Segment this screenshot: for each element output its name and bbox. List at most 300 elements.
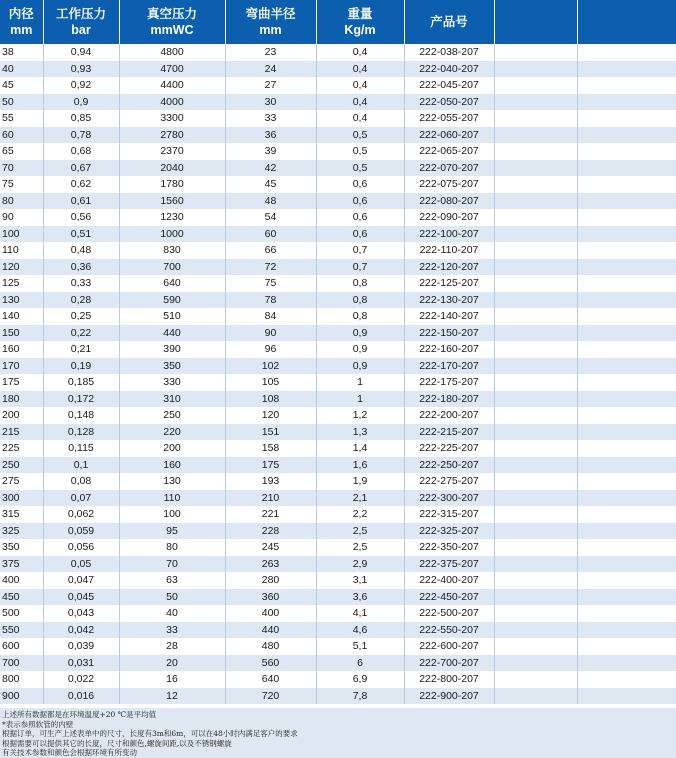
cell-weight: 0,9 — [316, 325, 404, 342]
cell-working-pressure: 0,62 — [43, 176, 119, 193]
cell-inner-diameter: 700 — [0, 655, 43, 672]
cell-bend-radius: 151 — [225, 424, 316, 441]
cell-bend-radius: 30 — [225, 94, 316, 111]
empty-cell — [494, 242, 577, 259]
table-row — [0, 473, 676, 490]
cell-working-pressure: 0,1 — [43, 457, 119, 474]
cell-bend-radius: 27 — [225, 77, 316, 94]
empty-cell — [577, 688, 676, 705]
table-row — [0, 110, 676, 127]
cell-vacuum-pressure: 2780 — [119, 127, 225, 144]
cell-bend-radius: 102 — [225, 358, 316, 375]
cell-working-pressure: 0,61 — [43, 193, 119, 210]
cell-weight: 0,4 — [316, 77, 404, 94]
cell-product-number: 222-070-207 — [404, 160, 494, 177]
empty-cell — [577, 44, 676, 61]
cell-inner-diameter: 100 — [0, 226, 43, 243]
cell-weight: 3,1 — [316, 572, 404, 589]
cell-bend-radius: 96 — [225, 341, 316, 358]
cell-bend-radius: 39 — [225, 143, 316, 160]
cell-vacuum-pressure: 590 — [119, 292, 225, 309]
cell-bend-radius: 23 — [225, 44, 316, 61]
cell-bend-radius: 193 — [225, 473, 316, 490]
cell-product-number: 222-065-207 — [404, 143, 494, 160]
table-row — [0, 407, 676, 424]
cell-inner-diameter: 110 — [0, 242, 43, 259]
empty-cell — [577, 457, 676, 474]
empty-cell — [494, 655, 577, 672]
cell-inner-diameter: 180 — [0, 391, 43, 408]
cell-bend-radius: 280 — [225, 572, 316, 589]
empty-cell — [494, 407, 577, 424]
cell-working-pressure: 0,67 — [43, 160, 119, 177]
cell-inner-diameter: 50 — [0, 94, 43, 111]
cell-vacuum-pressure: 2040 — [119, 160, 225, 177]
cell-bend-radius: 66 — [225, 242, 316, 259]
cell-vacuum-pressure: 95 — [119, 523, 225, 540]
cell-inner-diameter: 170 — [0, 358, 43, 375]
cell-inner-diameter: 45 — [0, 77, 43, 94]
cell-product-number: 222-375-207 — [404, 556, 494, 573]
table-row — [0, 160, 676, 177]
cell-bend-radius: 60 — [225, 226, 316, 243]
cell-vacuum-pressure: 510 — [119, 308, 225, 325]
cell-weight: 0,7 — [316, 242, 404, 259]
cell-working-pressure: 0,51 — [43, 226, 119, 243]
cell-product-number: 222-450-207 — [404, 589, 494, 606]
cell-bend-radius: 90 — [225, 325, 316, 342]
cell-vacuum-pressure: 2370 — [119, 143, 225, 160]
cell-vacuum-pressure: 63 — [119, 572, 225, 589]
table-row — [0, 523, 676, 540]
empty-cell — [577, 589, 676, 606]
cell-inner-diameter: 125 — [0, 275, 43, 292]
cell-product-number: 222-300-207 — [404, 490, 494, 507]
cell-weight: 6,9 — [316, 671, 404, 688]
footnote-line: 上述所有数据都是在环境温度+20 ℃是平均值 — [2, 710, 157, 719]
empty-cell — [577, 407, 676, 424]
cell-product-number: 222-170-207 — [404, 358, 494, 375]
empty-cell — [577, 176, 676, 193]
empty-cell — [577, 127, 676, 144]
cell-vacuum-pressure: 110 — [119, 490, 225, 507]
empty-cell — [494, 358, 577, 375]
empty-cell — [577, 374, 676, 391]
table-row — [0, 94, 676, 111]
empty-cell — [494, 374, 577, 391]
empty-cell — [494, 275, 577, 292]
cell-vacuum-pressure: 640 — [119, 275, 225, 292]
cell-working-pressure: 0,031 — [43, 655, 119, 672]
empty-cell — [494, 589, 577, 606]
empty-cell — [577, 110, 676, 127]
empty-cell — [577, 424, 676, 441]
table-row — [0, 589, 676, 606]
header-inner-diameter: 内径 mm — [0, 0, 43, 44]
cell-inner-diameter: 150 — [0, 325, 43, 342]
cell-working-pressure: 0,059 — [43, 523, 119, 540]
cell-working-pressure: 0,05 — [43, 556, 119, 573]
cell-product-number: 222-700-207 — [404, 655, 494, 672]
footnotes — [0, 708, 676, 758]
cell-bend-radius: 560 — [225, 655, 316, 672]
cell-working-pressure: 0,148 — [43, 407, 119, 424]
cell-weight: 7,8 — [316, 688, 404, 705]
cell-vacuum-pressure: 330 — [119, 374, 225, 391]
table-row — [0, 292, 676, 309]
cell-weight: 5,1 — [316, 638, 404, 655]
cell-bend-radius: 158 — [225, 440, 316, 457]
cell-product-number: 222-125-207 — [404, 275, 494, 292]
cell-bend-radius: 48 — [225, 193, 316, 210]
cell-vacuum-pressure: 4400 — [119, 77, 225, 94]
cell-working-pressure: 0,9 — [43, 94, 119, 111]
empty-cell — [494, 572, 577, 589]
cell-product-number: 222-325-207 — [404, 523, 494, 540]
empty-cell — [494, 457, 577, 474]
cell-inner-diameter: 80 — [0, 193, 43, 210]
cell-weight: 0,4 — [316, 61, 404, 78]
cell-product-number: 222-120-207 — [404, 259, 494, 276]
table-row — [0, 275, 676, 292]
header-working-pressure: 工作压力 bar — [43, 0, 119, 44]
cell-vacuum-pressure: 50 — [119, 589, 225, 606]
cell-working-pressure: 0,047 — [43, 572, 119, 589]
empty-cell — [577, 490, 676, 507]
empty-cell — [494, 176, 577, 193]
empty-cell — [577, 259, 676, 276]
cell-bend-radius: 720 — [225, 688, 316, 705]
cell-inner-diameter: 200 — [0, 407, 43, 424]
empty-cell — [577, 671, 676, 688]
cell-weight: 0,4 — [316, 44, 404, 61]
cell-bend-radius: 78 — [225, 292, 316, 309]
empty-cell — [577, 94, 676, 111]
table-row — [0, 127, 676, 144]
empty-cell — [494, 440, 577, 457]
cell-vacuum-pressure: 700 — [119, 259, 225, 276]
cell-product-number: 222-900-207 — [404, 688, 494, 705]
cell-product-number: 222-350-207 — [404, 539, 494, 556]
empty-cell — [577, 605, 676, 622]
cell-product-number: 222-038-207 — [404, 44, 494, 61]
cell-vacuum-pressure: 1560 — [119, 193, 225, 210]
cell-inner-diameter: 275 — [0, 473, 43, 490]
table-row — [0, 61, 676, 78]
cell-bend-radius: 36 — [225, 127, 316, 144]
footnote-line: *表示参照软管的内壁 — [2, 719, 74, 729]
empty-cell — [577, 193, 676, 210]
cell-product-number: 222-075-207 — [404, 176, 494, 193]
cell-vacuum-pressure: 28 — [119, 638, 225, 655]
empty-cell — [494, 638, 577, 655]
cell-working-pressure: 0,36 — [43, 259, 119, 276]
table-row — [0, 341, 676, 358]
empty-cell — [577, 325, 676, 342]
empty-cell — [494, 226, 577, 243]
cell-weight: 1 — [316, 391, 404, 408]
cell-vacuum-pressure: 350 — [119, 358, 225, 375]
cell-vacuum-pressure: 33 — [119, 622, 225, 639]
cell-weight: 0,9 — [316, 341, 404, 358]
empty-cell — [577, 506, 676, 523]
table-row — [0, 424, 676, 441]
empty-cell — [577, 539, 676, 556]
cell-weight: 0,8 — [316, 292, 404, 309]
empty-cell — [494, 160, 577, 177]
cell-product-number: 222-040-207 — [404, 61, 494, 78]
cell-working-pressure: 0,045 — [43, 589, 119, 606]
cell-working-pressure: 0,062 — [43, 506, 119, 523]
empty-cell — [577, 292, 676, 309]
cell-vacuum-pressure: 4700 — [119, 61, 225, 78]
cell-product-number: 222-180-207 — [404, 391, 494, 408]
empty-cell — [577, 242, 676, 259]
cell-weight: 1,2 — [316, 407, 404, 424]
cell-working-pressure: 0,115 — [43, 440, 119, 457]
cell-vacuum-pressure: 40 — [119, 605, 225, 622]
table-row — [0, 325, 676, 342]
cell-product-number: 222-100-207 — [404, 226, 494, 243]
cell-inner-diameter: 325 — [0, 523, 43, 540]
cell-vacuum-pressure: 100 — [119, 506, 225, 523]
cell-bend-radius: 440 — [225, 622, 316, 639]
header-weight: 重量 Kg/m — [316, 0, 404, 44]
table-row — [0, 506, 676, 523]
cell-product-number: 222-090-207 — [404, 209, 494, 226]
cell-working-pressure: 0,185 — [43, 374, 119, 391]
cell-inner-diameter: 550 — [0, 622, 43, 639]
table-row — [0, 556, 676, 573]
cell-product-number: 222-250-207 — [404, 457, 494, 474]
cell-product-number: 222-215-207 — [404, 424, 494, 441]
cell-product-number: 222-140-207 — [404, 308, 494, 325]
cell-bend-radius: 42 — [225, 160, 316, 177]
cell-vacuum-pressure: 250 — [119, 407, 225, 424]
cell-vacuum-pressure: 310 — [119, 391, 225, 408]
cell-bend-radius: 263 — [225, 556, 316, 573]
cell-weight: 1,6 — [316, 457, 404, 474]
cell-vacuum-pressure: 3300 — [119, 110, 225, 127]
empty-cell — [577, 308, 676, 325]
table-row — [0, 490, 676, 507]
cell-bend-radius: 105 — [225, 374, 316, 391]
cell-bend-radius: 108 — [225, 391, 316, 408]
cell-working-pressure: 0,128 — [43, 424, 119, 441]
cell-product-number: 222-500-207 — [404, 605, 494, 622]
empty-cell — [494, 292, 577, 309]
cell-product-number: 222-050-207 — [404, 94, 494, 111]
table-row — [0, 242, 676, 259]
empty-cell — [494, 77, 577, 94]
cell-working-pressure: 0,043 — [43, 605, 119, 622]
table-row — [0, 44, 676, 61]
header-empty-1 — [494, 0, 577, 44]
table-row — [0, 77, 676, 94]
empty-cell — [494, 341, 577, 358]
empty-cell — [577, 523, 676, 540]
cell-inner-diameter: 140 — [0, 308, 43, 325]
cell-working-pressure: 0,07 — [43, 490, 119, 507]
cell-working-pressure: 0,08 — [43, 473, 119, 490]
cell-vacuum-pressure: 70 — [119, 556, 225, 573]
empty-cell — [494, 539, 577, 556]
cell-inner-diameter: 400 — [0, 572, 43, 589]
cell-product-number: 222-160-207 — [404, 341, 494, 358]
cell-weight: 2,1 — [316, 490, 404, 507]
cell-weight: 2,5 — [316, 523, 404, 540]
table-row — [0, 358, 676, 375]
header-product-number: 产品号 — [404, 0, 494, 44]
cell-weight: 1 — [316, 374, 404, 391]
cell-weight: 0,6 — [316, 193, 404, 210]
cell-bend-radius: 33 — [225, 110, 316, 127]
empty-cell — [577, 638, 676, 655]
cell-weight: 4,6 — [316, 622, 404, 639]
cell-bend-radius: 54 — [225, 209, 316, 226]
cell-inner-diameter: 38 — [0, 44, 43, 61]
empty-cell — [577, 391, 676, 408]
cell-working-pressure: 0,016 — [43, 688, 119, 705]
cell-working-pressure: 0,85 — [43, 110, 119, 127]
table-row — [0, 688, 676, 705]
table-row — [0, 226, 676, 243]
cell-bend-radius: 360 — [225, 589, 316, 606]
cell-inner-diameter: 300 — [0, 490, 43, 507]
table-row — [0, 457, 676, 474]
empty-cell — [494, 61, 577, 78]
empty-cell — [494, 605, 577, 622]
cell-working-pressure: 0,48 — [43, 242, 119, 259]
empty-cell — [494, 127, 577, 144]
cell-bend-radius: 175 — [225, 457, 316, 474]
empty-cell — [494, 688, 577, 705]
table-row — [0, 308, 676, 325]
cell-working-pressure: 0,28 — [43, 292, 119, 309]
cell-bend-radius: 210 — [225, 490, 316, 507]
cell-weight: 0,7 — [316, 259, 404, 276]
table-row — [0, 638, 676, 655]
empty-cell — [494, 259, 577, 276]
cell-inner-diameter: 800 — [0, 671, 43, 688]
empty-cell — [494, 622, 577, 639]
cell-vacuum-pressure: 440 — [119, 325, 225, 342]
cell-working-pressure: 0,94 — [43, 44, 119, 61]
cell-weight: 0,5 — [316, 143, 404, 160]
cell-inner-diameter: 60 — [0, 127, 43, 144]
cell-weight: 0,4 — [316, 110, 404, 127]
empty-cell — [577, 209, 676, 226]
cell-product-number: 222-400-207 — [404, 572, 494, 589]
empty-cell — [494, 209, 577, 226]
cell-product-number: 222-550-207 — [404, 622, 494, 639]
table-row — [0, 259, 676, 276]
empty-cell — [494, 94, 577, 111]
cell-inner-diameter: 160 — [0, 341, 43, 358]
cell-vacuum-pressure: 130 — [119, 473, 225, 490]
cell-inner-diameter: 900 — [0, 688, 43, 705]
cell-bend-radius: 400 — [225, 605, 316, 622]
cell-bend-radius: 75 — [225, 275, 316, 292]
cell-working-pressure: 0,93 — [43, 61, 119, 78]
cell-weight: 0,9 — [316, 358, 404, 375]
cell-vacuum-pressure: 4800 — [119, 44, 225, 61]
cell-inner-diameter: 600 — [0, 638, 43, 655]
table-body — [0, 44, 676, 704]
cell-working-pressure: 0,25 — [43, 308, 119, 325]
cell-working-pressure: 0,22 — [43, 325, 119, 342]
cell-working-pressure: 0,92 — [43, 77, 119, 94]
table-row — [0, 605, 676, 622]
cell-bend-radius: 640 — [225, 671, 316, 688]
empty-cell — [494, 473, 577, 490]
cell-vacuum-pressure: 1780 — [119, 176, 225, 193]
cell-inner-diameter: 70 — [0, 160, 43, 177]
cell-weight: 0,8 — [316, 275, 404, 292]
cell-product-number: 222-200-207 — [404, 407, 494, 424]
cell-bend-radius: 24 — [225, 61, 316, 78]
empty-cell — [494, 110, 577, 127]
header-empty-2 — [577, 0, 676, 44]
cell-product-number: 222-110-207 — [404, 242, 494, 259]
cell-product-number: 222-600-207 — [404, 638, 494, 655]
cell-inner-diameter: 65 — [0, 143, 43, 160]
cell-weight: 2,2 — [316, 506, 404, 523]
empty-cell — [577, 622, 676, 639]
cell-bend-radius: 480 — [225, 638, 316, 655]
empty-cell — [577, 143, 676, 160]
cell-weight: 0,6 — [316, 176, 404, 193]
empty-cell — [577, 473, 676, 490]
cell-inner-diameter: 250 — [0, 457, 43, 474]
empty-cell — [577, 341, 676, 358]
cell-bend-radius: 221 — [225, 506, 316, 523]
cell-working-pressure: 0,042 — [43, 622, 119, 639]
table-row — [0, 176, 676, 193]
cell-bend-radius: 120 — [225, 407, 316, 424]
cell-inner-diameter: 315 — [0, 506, 43, 523]
cell-vacuum-pressure: 1000 — [119, 226, 225, 243]
cell-weight: 0,5 — [316, 127, 404, 144]
footnote-line: 根据订单，可生产上述表单中的尺寸，长度有3m和6m，可以在48小时内满足客户的要求 — [2, 729, 298, 739]
empty-cell — [577, 275, 676, 292]
header-bend-radius: 弯曲半径 mm — [225, 0, 316, 44]
cell-weight: 0,8 — [316, 308, 404, 325]
cell-bend-radius: 72 — [225, 259, 316, 276]
empty-cell — [494, 490, 577, 507]
table-header-row — [0, 0, 676, 44]
table-row — [0, 391, 676, 408]
cell-product-number: 222-800-207 — [404, 671, 494, 688]
cell-weight: 2,9 — [316, 556, 404, 573]
cell-weight: 0,5 — [316, 160, 404, 177]
cell-working-pressure: 0,19 — [43, 358, 119, 375]
empty-cell — [577, 572, 676, 589]
table-row — [0, 209, 676, 226]
table-row — [0, 622, 676, 639]
empty-cell — [577, 61, 676, 78]
cell-product-number: 222-130-207 — [404, 292, 494, 309]
table-row — [0, 143, 676, 160]
empty-cell — [494, 556, 577, 573]
empty-cell — [577, 556, 676, 573]
empty-cell — [577, 358, 676, 375]
empty-cell — [577, 655, 676, 672]
cell-product-number: 222-175-207 — [404, 374, 494, 391]
cell-weight: 0,4 — [316, 94, 404, 111]
empty-cell — [494, 44, 577, 61]
cell-vacuum-pressure: 390 — [119, 341, 225, 358]
